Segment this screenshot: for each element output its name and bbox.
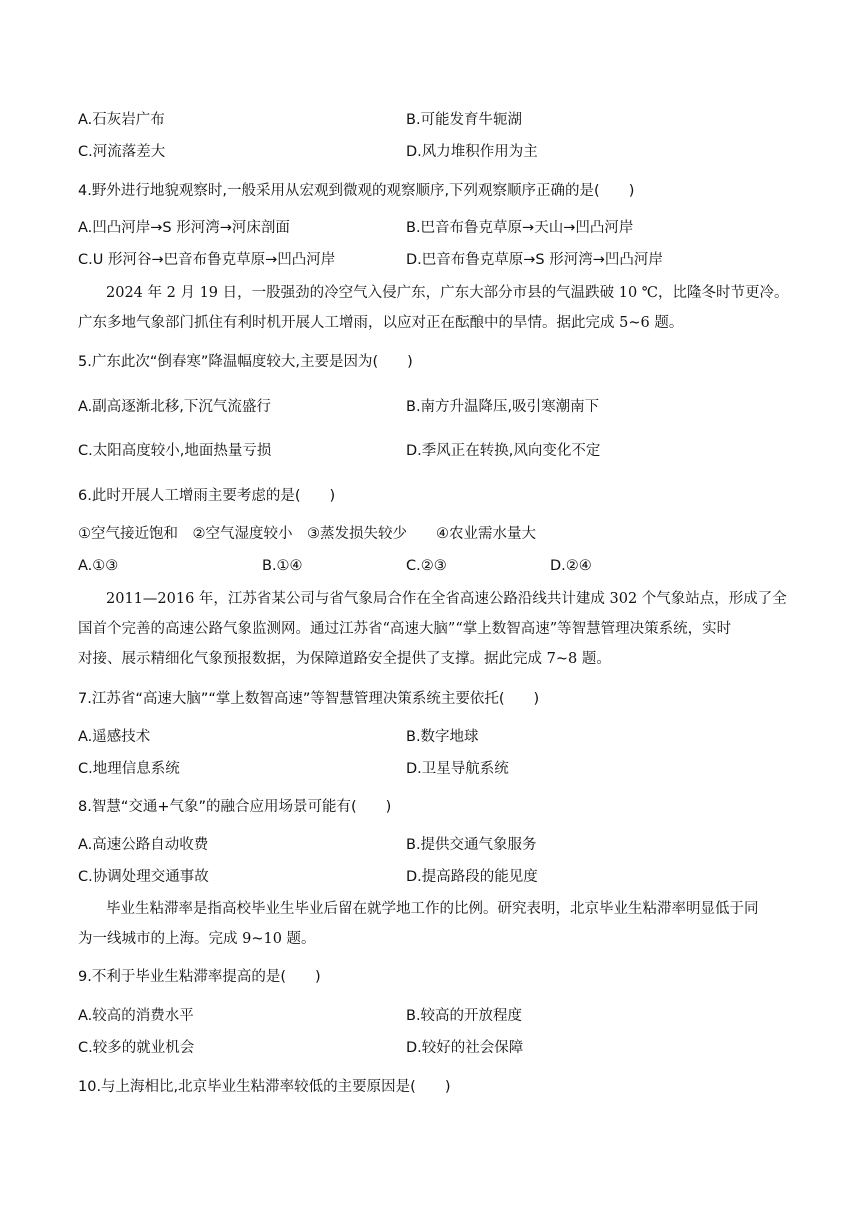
q9-option-c: C.较多的就业机会 [78, 1040, 195, 1056]
q9-option-d: D.较好的社会保障 [406, 1040, 524, 1056]
passage-7-8-line-3: 对接、展示精细化气象预报数据，为保障道路安全提供了支撑。据此完成 7~8 题。 [78, 651, 611, 667]
passage-5-6-line-2: 广东多地气象部门抓住有利时机开展人工增雨，以应对正在酝酿中的旱情。据此完成 5~6 题。 [78, 315, 684, 331]
q8-stem: 8.智慧“交通+气象”的融合应用场景可能有( ) [78, 799, 392, 815]
q5-stem: 5.广东此次“倒春寒”降温幅度较大,主要是因为( ) [78, 354, 413, 370]
q3-option-c: C.河流落差大 [78, 144, 166, 160]
q10-stem: 10.与上海相比,北京毕业生粘滞率较低的主要原因是( ) [78, 1079, 451, 1095]
passage-9-10-line-1: 毕业生粘滞率是指高校毕业生毕业后留在就学地工作的比例。研究表明，北京毕业生粘滞率明显低于同 [106, 901, 759, 917]
q6-items: ①空气接近饱和 ②空气湿度较小 ③蒸发损失较少 ④农业需水量大 [78, 526, 536, 542]
q4-option-b: B.巴音布鲁克草原→天山→凹凸河岸 [406, 220, 634, 236]
passage-5-6-line-1: 2024 年 2 月 19 日，一股强劲的冷空气入侵广东，广东大部分市县的气温跌破 10 ℃，比隆冬时节更冷。 [106, 285, 789, 301]
q8-option-d: D.提高路段的能见度 [406, 869, 538, 885]
q9-stem: 9.不利于毕业生粘滞率提高的是( ) [78, 969, 321, 985]
q5-option-a: A.副高逐渐北移,下沉气流盛行 [78, 399, 271, 415]
q7-stem: 7.江苏省“高速大脑”“掌上数智高速”等智慧管理决策系统主要依托( ) [78, 691, 540, 707]
q4-option-d: D.巴音布鲁克草原→S 形河湾→凹凸河岸 [406, 252, 663, 268]
q9-option-a: A.较高的消费水平 [78, 1008, 194, 1024]
q4-option-a: A.凹凸河岸→S 形河湾→河床剖面 [78, 220, 290, 236]
q5-option-c: C.太阳高度较小,地面热量亏损 [78, 443, 272, 459]
q7-option-b: B.数字地球 [406, 729, 479, 745]
q7-option-d: D.卫星导航系统 [406, 761, 509, 777]
q5-option-d: D.季风正在转换,风向变化不定 [406, 443, 601, 459]
q4-option-c: C.U 形河谷→巴音布鲁克草原→凹凸河岸 [78, 252, 336, 268]
q6-option-b: B.①④ [262, 558, 303, 574]
q5-option-b: B.南方升温降压,吸引寒潮南下 [406, 399, 600, 415]
passage-9-10-line-2: 为一线城市的上海。完成 9~10 题。 [78, 931, 316, 947]
q8-option-a: A.高速公路自动收费 [78, 837, 209, 853]
q3-option-a: A.石灰岩广布 [78, 112, 165, 128]
q8-option-b: B.提供交通气象服务 [406, 837, 537, 853]
passage-7-8-line-1: 2011—2016 年，江苏省某公司与省气象局合作在全省高速公路沿线共计建成 302 个气象站点，形成了全 [106, 591, 787, 607]
passage-7-8-line-2: 国首个完善的高速公路气象监测网。通过江苏省“高速大脑”“掌上数智高速”等智慧管理决策系统，实时 [78, 621, 732, 637]
q8-option-c: C.协调处理交通事故 [78, 869, 209, 885]
q4-stem: 4.野外进行地貌观察时,一般采用从宏观到微观的观察顺序,下列观察顺序正确的是( ) [78, 183, 635, 199]
q6-option-d: D.②④ [550, 558, 592, 574]
q7-option-c: C.地理信息系统 [78, 761, 180, 777]
q3-option-d: D.风力堆积作用为主 [406, 144, 538, 160]
q3-option-b: B.可能发育牛轭湖 [406, 112, 523, 128]
q7-option-a: A.遥感技术 [78, 729, 151, 745]
q6-stem: 6.此时开展人工增雨主要考虑的是( ) [78, 488, 336, 504]
q9-option-b: B.较高的开放程度 [406, 1008, 523, 1024]
q6-option-a: A.①③ [78, 558, 119, 574]
q6-option-c: C.②③ [406, 558, 447, 574]
